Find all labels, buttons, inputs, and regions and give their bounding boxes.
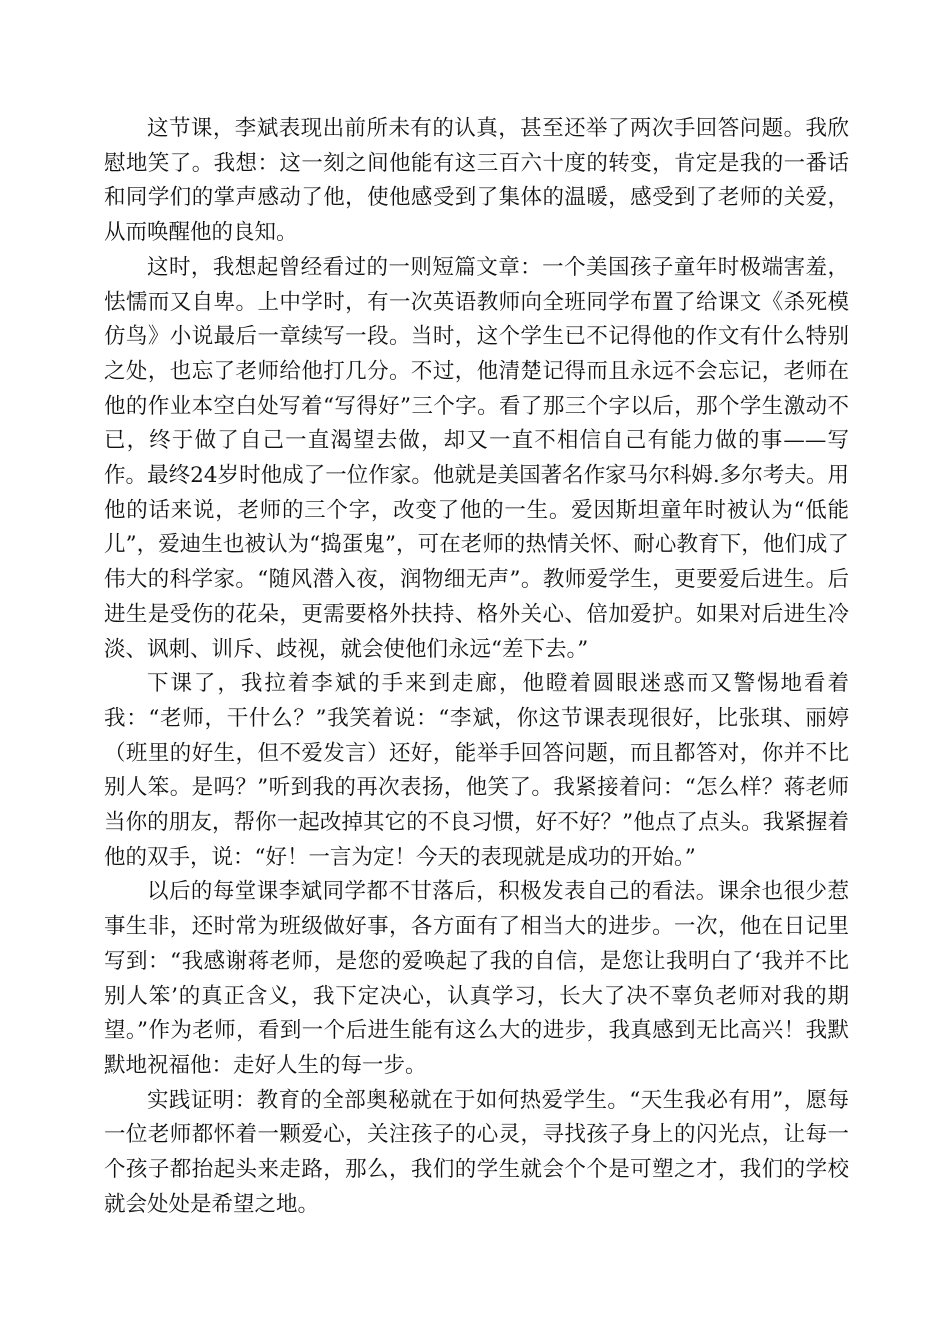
paragraph-2: 这时，我想起曾经看过的一则短篇文章：一个美国孩子童年时极端害羞，怯懦而又自卑。上中学时，有一次英语教师向全班同学布置了给课文《杀死模仿鸟》小说最后一章续写一段。当时，这个学生已不记得他的作文有什么特别之处，也忘了老师给他打几分。不过，他清楚记得而且永远不会忘记，老师在他的作业本空白处写着“写得好”三个字。看了那三个字以后，那个学生激动不已，终于做了自己一直渴望去做，却又一直不相信自己有能力做的事——写作。最终24岁时他成了一位作家。他就是美国著名作家马尔科姆.多尔考夫。用他的话来说，老师的三个字，改变了他的一生。爱因斯坦童年时被认为“低能儿”，爱迪生也被认为“捣蛋鬼”，可在老师的热情关怀、耐心教育下，他们成了伟大的科学家。“随风潜入夜，润物细无声”。教师爱学生，更要爱后进生。后进生是受伤的花朵，更需要格外扶持、格外关心、倍加爱护。如果对后进生冷淡、讽刺、训斥、歧视，就会使他们永远“差下去。” [104, 254, 849, 662]
document-body [104, 112, 849, 1223]
paragraph-3: 下课了，我拉着李斌的手来到走廊，他瞪着圆眼迷惑而又警惕地看着我：“老师，干什么？”我笑着说：“李斌，你这节课表现很好，比张琪、丽婷（班里的好生，但不爱发言）还好，能举手回答问题，而且都答对，你并不比别人笨。是吗？”听到我的再次表扬，他笑了。我紧接着问：“怎么样？蒋老师当你的朋友，帮你一起改掉其它的不良习惯，好不好？”他点了点头。我紧握着他的双手，说：“好！一言为定！今天的表现就是成功的开始。” [104, 671, 849, 870]
paragraph-5: 实践证明：教育的全部奥秘就在于如何热爱学生。“天生我必有用”，愿每一位老师都怀着一颗爱心，关注孩子的心灵，寻找孩子身上的闪光点，让每一个孩子都抬起头来走路，那么，我们的学生就会个个是可塑之才，我们的学校就会处处是希望之地。 [104, 1087, 849, 1217]
paragraph-1: 这节课，李斌表现出前所未有的认真，甚至还举了两次手回答问题。我欣慰地笑了。我想：这一刻之间他能有这三百六十度的转变，肯定是我的一番话和同学们的掌声感动了他，使他感受到了集体的温暖，感受到了老师的关爱，从而唤醒他的良知。 [104, 116, 849, 246]
paragraph-4: 以后的每堂课李斌同学都不甘落后，积极发表自己的看法。课余也很少惹事生非，还时常为班级做好事，各方面有了相当大的进步。一次，他在日记里写到：“我感谢蒋老师，是您的爱唤起了我的自信，是您让我明白了‘我并不比别人笨’的真正含义，我下定决心，认真学习，长大了决不辜负老师对我的期望。”作为老师，看到一个后进生能有这么大的进步，我真感到无比高兴！我默默地祝福他：走好人生的每一步。 [104, 879, 849, 1078]
